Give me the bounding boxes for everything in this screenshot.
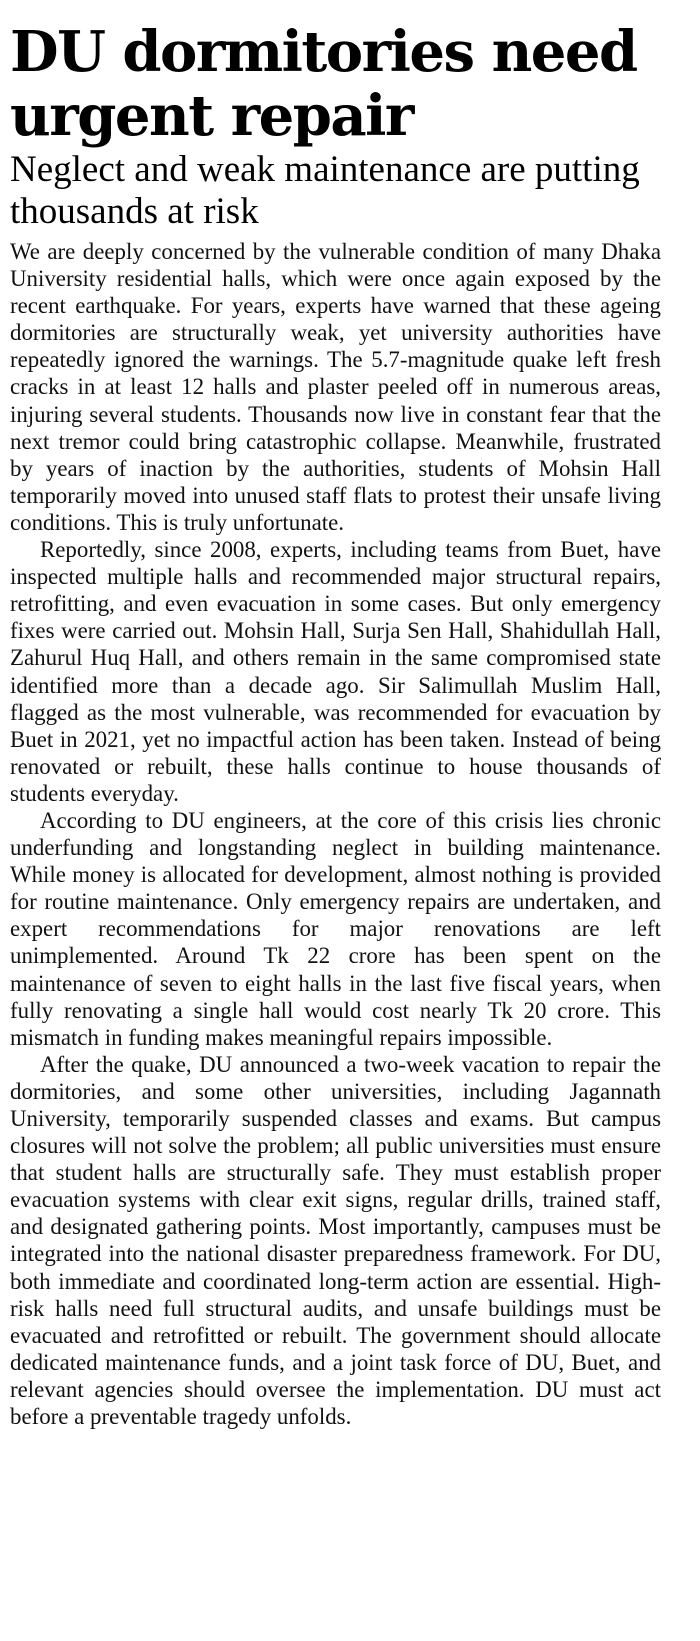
article-body xyxy=(10,238,661,1430)
body-paragraph-3: According to DU engineers, at the core of this crisis lies chronic underfunding and longstanding neglect in building maintenance. While money is allocated for development, almost nothing is provided for routine maintenance. Only emergency repairs are undertaken, and expert recommendations for major renovations are left unimplemented. Around Tk 22 crore has been spent on the maintenance of seven to eight halls in the last five fiscal years, when fully renovating a single hall would cost nearly Tk 20 crore. This mismatch in funding makes meaningful repairs impossible. xyxy=(10,807,661,1050)
editorial-article xyxy=(10,20,661,1430)
body-paragraph-4: After the quake, DU announced a two-week vacation to repair the dormitories, and some other universities, including Jagannath University, temporarily suspended classes and exams. But campus closures will not solve the problem; all public universities must ensure that student halls are structurally safe. They must establish proper evacuation systems with clear exit signs, regular drills, trained staff, and designated gathering points. Most importantly, campuses must be integrated into the national disaster preparedness framework. For DU, both immediate and coordinated long-term action are essential. High-risk halls need full structural audits, and unsafe buildings must be evacuated and retrofitted or rebuilt. The government should allocate dedicated maintenance funds, and a joint task force of DU, Buet, and relevant agencies should oversee the implementation. DU must act before a preventable tragedy unfolds. xyxy=(10,1051,661,1430)
body-paragraph-2: Reportedly, since 2008, experts, including teams from Buet, have inspected multiple halls and recommended major structural repairs, retrofitting, and even evacuation in some cases. But only emergency fixes were carried out. Mohsin Hall, Surja Sen Hall, Shahidullah Hall, Zahurul Huq Hall, and others remain in the same compromised state identified more than a decade ago. Sir Salimullah Muslim Hall, flagged as the most vulnerable, was recommended for evacuation by Buet in 2021, yet no impactful action has been taken. Instead of being renovated or rebuilt, these halls continue to house thousands of students everyday. xyxy=(10,537,661,806)
headline: DU dormitories need urgent repair xyxy=(10,19,637,149)
body-paragraph-1: We are deeply concerned by the vulnerable condition of many Dhaka University residential halls, which were once again exposed by the recent earthquake. For years, experts have warned that these ageing dormitories are structurally weak, yet university authorities have repeatedly ignored the warnings. The 5.7-magnitude quake left fresh cracks in at least 12 halls and plaster peeled off in numerous areas, injuring several students. Thousands now live in constant fear that the next tremor could bring catastrophic collapse. Meanwhile, frustrated by years of inaction by the authorities, students of Mohsin Hall temporarily moved into unused staff flats to protest their unsafe living conditions. This is truly unfortunate. xyxy=(10,239,661,535)
subheadline: Neglect and weak maintenance are putting thousands at risk xyxy=(10,149,640,232)
